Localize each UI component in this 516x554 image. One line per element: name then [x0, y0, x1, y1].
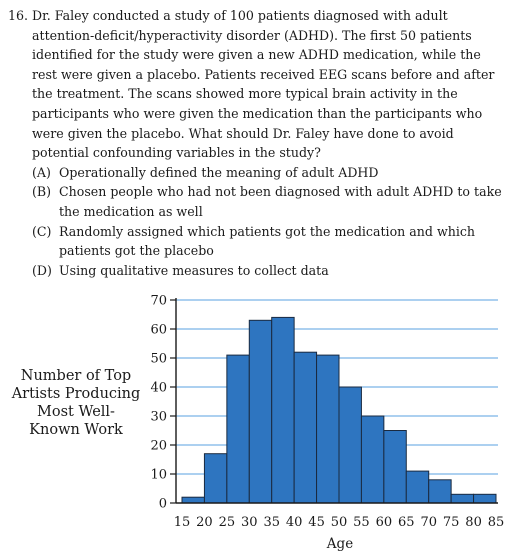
x-axis-title: Age: [326, 536, 354, 552]
x-tick-label-35: 35: [263, 515, 280, 530]
x-tick-label-85: 85: [487, 515, 505, 530]
bar-35-40: [272, 317, 294, 503]
option-c-text: Randomly assigned which patients got the medication and which patients got the placebo: [59, 223, 476, 259]
bar-60-65: [384, 431, 406, 504]
bar-50-55: [339, 387, 361, 503]
x-tick-label-70: 70: [420, 515, 437, 530]
x-tick-label-65: 65: [398, 515, 415, 530]
y-tick-label-60: 60: [150, 322, 167, 338]
x-tick-label-15: 15: [173, 515, 191, 530]
y-tick-label-0: 0: [158, 496, 167, 512]
y-axis-title-line: Most Well-: [37, 404, 115, 420]
age-histogram: [0, 284, 516, 554]
y-axis-title-line: Artists Producing: [11, 386, 141, 402]
option-b-letter: (B): [32, 184, 52, 200]
y-axis-title-line: Known Work: [29, 422, 123, 438]
bar-70-75: [429, 480, 451, 503]
bar-75-80: [451, 494, 473, 503]
x-tick-label-60: 60: [375, 515, 393, 530]
question-stem: Dr. Faley conducted a study of 100 patients diagnosed with adult attention-deficit/hyperactivity disorder (ADHD). The first 50 patients identified for the study were given a new ADHD medication, while the rest were given a placebo. Patients received EEG scans before and after the treatment. The scans showed more typical brain activity in the participants who were given the medication than the participants who were given the placebo. What should Dr. Faley have done to avoid potential confounding variables in the study?: [32, 8, 495, 161]
x-tick-label-80: 80: [465, 515, 482, 530]
option-d-text: Using qualitative measures to collect data: [59, 262, 329, 278]
bar-25-30: [227, 355, 249, 503]
question-number: 16.: [8, 8, 29, 23]
option-a[interactable]: [8, 163, 508, 183]
bar-30-35: [249, 320, 271, 503]
x-tick-label-40: 40: [285, 515, 303, 530]
option-a-text: Operationally defined the meaning of adult ADHD: [59, 164, 379, 180]
y-tick-label-20: 20: [150, 438, 167, 454]
option-a-letter: (A): [32, 164, 51, 180]
y-tick-label-40: 40: [150, 380, 167, 396]
y-tick-label-10: 10: [150, 467, 167, 483]
y-axis-title: [11, 368, 141, 438]
x-tick-label-75: 75: [442, 515, 460, 530]
bar-80-85: [474, 494, 496, 503]
y-tick-label-30: 30: [150, 409, 167, 425]
y-axis-title-line: Number of Top: [20, 368, 132, 384]
option-d[interactable]: [8, 261, 508, 281]
question-block: [8, 6, 508, 280]
x-tick-label-30: 30: [241, 515, 258, 530]
option-d-letter: (D): [32, 262, 52, 278]
option-c-letter: (C): [32, 223, 52, 239]
x-tick-label-20: 20: [196, 515, 213, 530]
option-b[interactable]: [8, 182, 508, 221]
bar-45-50: [317, 355, 339, 503]
bar-55-60: [361, 416, 383, 503]
x-tick-label-45: 45: [308, 515, 325, 530]
x-tick-label-50: 50: [330, 515, 348, 530]
answer-options: [8, 163, 508, 281]
bar-40-45: [294, 352, 316, 503]
y-tick-label-50: 50: [150, 351, 167, 367]
option-c[interactable]: [8, 222, 508, 261]
x-tick-label-55: 55: [353, 515, 370, 530]
bar-15-20: [182, 497, 204, 503]
y-tick-label-70: 70: [150, 293, 167, 309]
bar-65-70: [406, 471, 428, 503]
x-tick-label-25: 25: [218, 515, 236, 530]
bar-20-25: [204, 454, 226, 503]
histogram-bars: [182, 317, 496, 503]
option-b-text: Chosen people who had not been diagnosed with adult ADHD to take the medication as well: [59, 184, 502, 219]
